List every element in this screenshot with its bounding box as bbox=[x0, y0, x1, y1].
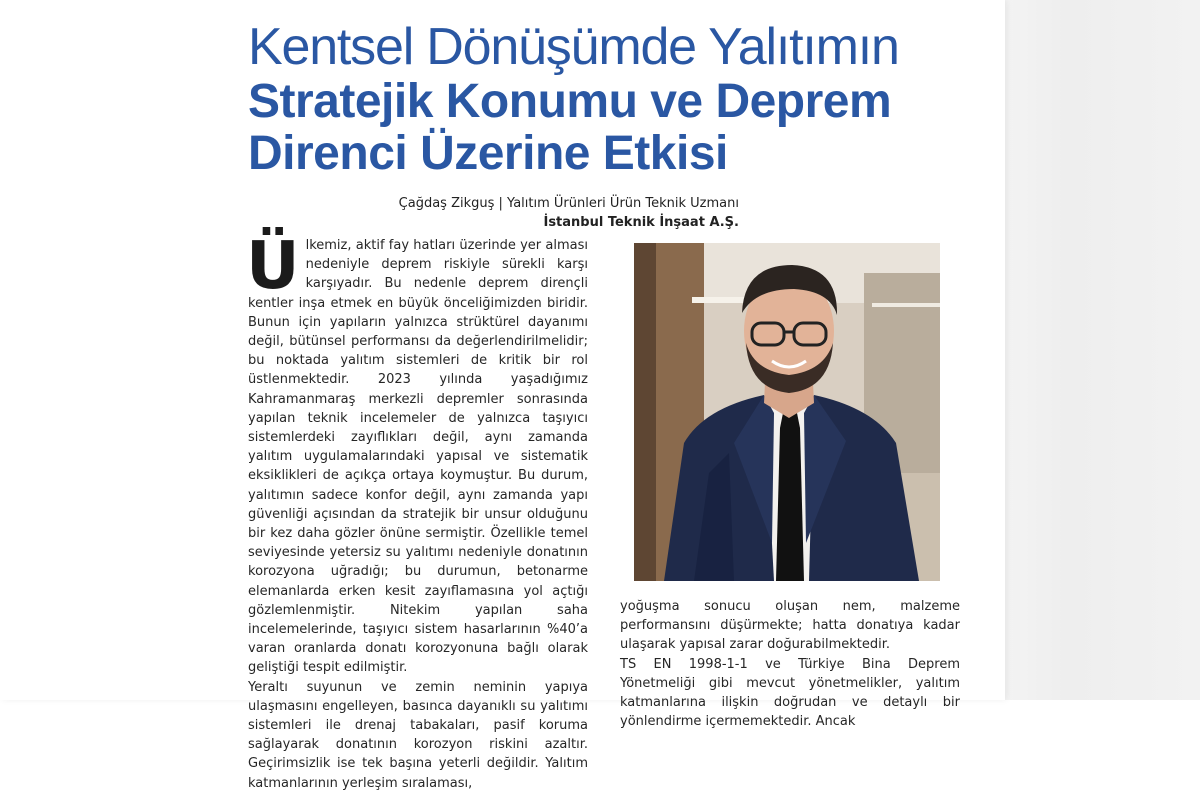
byline bbox=[399, 194, 739, 232]
paragraph-1 bbox=[246, 227, 588, 678]
author-photo bbox=[634, 243, 940, 581]
author-line: Çağdaş Zikguş | Yalıtım Ürünleri Ürün Teknik Uzmanı bbox=[398, 196, 739, 211]
article-title bbox=[248, 18, 988, 180]
paragraph-2: Yeraltı suyunun ve zemin neminin yapıya ulaşmasını engelleyen, basınca dayanıklı su yalıtımı sistemleri ile drenaj tabakaları, pasif koruma sağlayarak donatının korozyon riskini azaltır. Geçirimsizlik ise tek başına yeterli değildir. Yalıtım katmanlarının yerleşim sıralaması, bbox=[248, 679, 588, 791]
paragraph-4: TS EN 1998-1-1 ve Türkiye Bina Deprem Yönetmeliği gibi mevcut yönetmelikler, yalıtım katmanlarına ilişkin doğrudan ve detaylı bir yönlendirme içermemektedir. Ancak bbox=[620, 656, 960, 730]
author-company: İstanbul Teknik İnşaat A.Ş. bbox=[543, 215, 739, 230]
title-line-3: Direnci Üzerine Etkisi bbox=[248, 127, 728, 180]
paragraph-1-text: lkemiz, aktif fay hatları üzerinde yer alması nedeniyle deprem riskiyle sürekli karşı karşıyadır. Bu nedenle deprem dirençli kentler inşa etmek en büyük önceliğimizden biridir. Bunun için yapıların yalnızca strüktürel dayanımı değil, bütünsel performansı da değerlendirilmelidir; bu noktada yalıtım sistemleri de kritik bir rol üstlenmektedir. 2023 yılında yaşadığımız Kahramanmaraş merkezli depremler sonrasında yapılan teknik incelemeler de yalnızca taşıyıcı sistemlerdeki zayıflıkları değil, aynı zamanda yalıtım uygulamalarındaki yapısal ve sistematik eksiklikleri de açıkça ortaya koymuştur. Bu durum, yalıtımın sadece konfor değil, aynı zamanda yapı güvenliği açısından da stratejik bir unsur olduğunu bir kez daha gözler önüne sermiştir. Özellikle temel seviyesinde yetersiz su yalıtımı nedeniyle donatının korozyona uğradığı; bu durumun, betonarme elemanlarda erken kesit zayıflamasına yol açtığı gözlemlenmiştir. Nitekim yapılan saha incelemelerinde, taşıyıcı sistem hasarlarının %40’a varan oranlarda donatı korozyonuna bağlı olarak geliştiği tespit edilmiştir. bbox=[248, 238, 588, 676]
right-column bbox=[620, 597, 960, 731]
drop-cap: Ü bbox=[246, 227, 300, 304]
left-column bbox=[246, 227, 588, 793]
title-line-1: Kentsel Dönüşümde Yalıtımın bbox=[248, 18, 899, 76]
title-line-2: Stratejik Konumu ve Deprem bbox=[248, 75, 892, 128]
paragraph-3: yoğuşma sonucu oluşan nem, malzeme performansını düşürmekte; hatta donatıya kadar ulaşarak yapısal zarar doğurabilmektedir. bbox=[620, 599, 960, 653]
